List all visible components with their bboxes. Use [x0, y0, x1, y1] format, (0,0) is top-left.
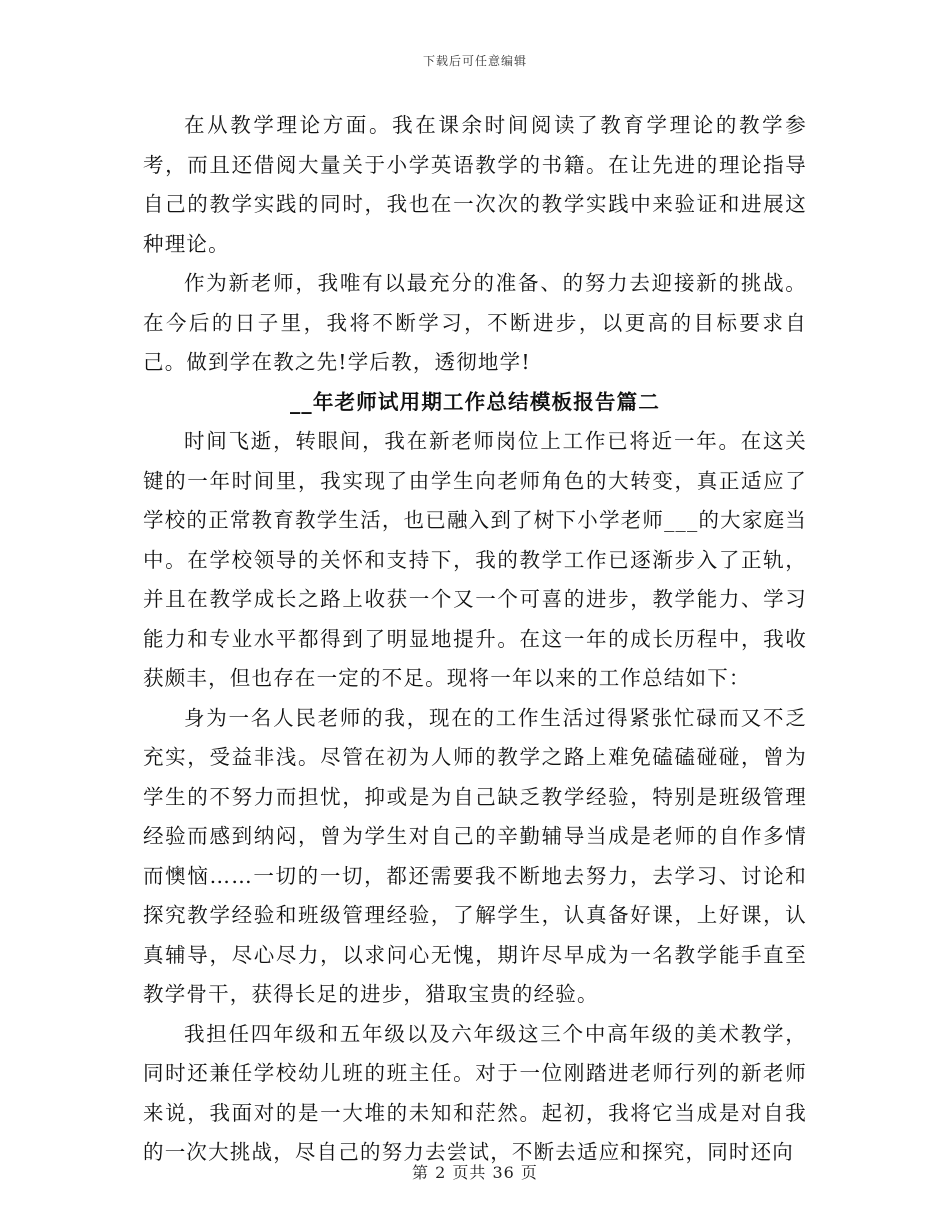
paragraph: 在从教学理论方面。我在课余时间阅读了教育学理论的教学参考，而且还借阅大量关于小学英语教学的书籍。在让先进的理论指导自己的教学实践的同时，我也在一次次的教学实践中来验证和进展这种理论。 — [143, 113, 807, 256]
paragraph: 身为一名人民老师的我，现在的工作生活过得紧张忙碌而又不乏充实，受益非浅。尽管在初为人师的教学之路上难免磕磕碰碰，曾为学生的不努力而担忧，抑或是为自己缺乏教学经验，特别是班级管理经验而感到纳闷，曾为学生对自己的辛勤辅导当成是老师的自作多情而懊恼……一切的一切，都还需要我不断地去努力，去学习、讨论和探究教学经验和班级管理经验，了解学生，认真备好课，上好课，认真辅导，尽心尽力，以求问心无愧，期许尽早成为一名教学能手直至教学骨干，获得长足的进步，猎取宝贵的经验。 — [143, 705, 807, 1006]
paragraph: 我担任四年级和五年级以及六年级这三个中高年级的美术教学，同时还兼任学校幼儿班的班主任。对于一位刚踏进老师行列的新老师来说，我面对的是一大堆的未知和茫然。起初，我将它当成是对自我的一次大挑战，尽自己的努力去尝试，不断去适应和探究，同时还向 — [143, 1021, 807, 1164]
document-body — [143, 106, 807, 1173]
section-heading: __年老师试用期工作总结模板报告篇二 — [289, 389, 661, 414]
page-footer: 第 2 页共 36 页 — [412, 1163, 538, 1182]
paragraph: 作为新老师，我唯有以最充分的准备、的努力去迎接新的挑战。在今后的日子里，我将不断学习，不断进步，以更高的目标要求自己。做到学在教之先!学后教，透彻地学! — [143, 271, 807, 374]
page-header: 下载后可任意编辑 — [422, 54, 527, 68]
paragraph: 时间飞逝，转眼间，我在新老师岗位上工作已将近一年。在这关键的一年时间里，我实现了由学生向老师角色的大转变，真正适应了学校的正常教育教学生活，也已融入到了树下小学老师___的大家庭当中。在学校领导的关怀和支持下，我的教学工作已逐渐步入了正轨，并且在教学成长之路上收获一个又一个可喜的进步，教学能力、学习能力和专业水平都得到了明显地提升。在这一年的成长历程中，我收获颇丰，但也存在一定的不足。现将一年以来的工作总结如下： — [143, 429, 807, 690]
